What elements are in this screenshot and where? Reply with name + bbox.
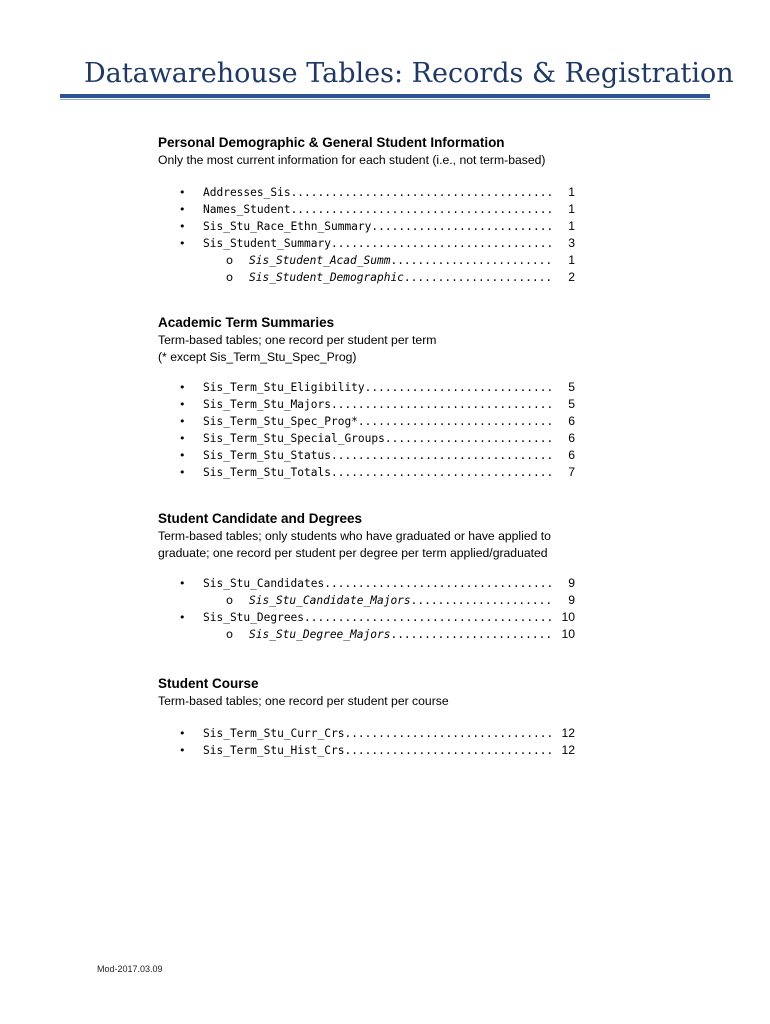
section-heading: Personal Demographic & General Student Information xyxy=(158,135,505,150)
toc-entry-name: Sis_Term_Stu_Eligibility xyxy=(203,381,365,394)
toc-entry[interactable] xyxy=(158,379,718,396)
toc-page-number: 6 xyxy=(568,431,575,445)
toc-page-number: 6 xyxy=(568,414,575,428)
section-description: Only the most current information for each student (i.e., not term-based) xyxy=(158,153,546,167)
dot-leader xyxy=(344,725,552,742)
bullet-icon: • xyxy=(179,743,186,757)
toc-page-number: 6 xyxy=(568,448,575,462)
bullet-icon: • xyxy=(179,432,186,445)
page-title: Datawarehouse Tables: Records & Registration xyxy=(84,58,734,89)
toc-entry[interactable] xyxy=(158,184,718,201)
toc-sub-entry[interactable] xyxy=(158,252,718,269)
toc-page-number: 1 xyxy=(568,252,575,267)
section-description: Term-based tables; only students who have graduated or have applied to xyxy=(158,529,551,543)
toc-entry-name: Sis_Term_Stu_Hist_Crs xyxy=(203,743,345,757)
toc-entry[interactable] xyxy=(158,742,718,759)
toc-entry-line xyxy=(203,396,552,413)
toc-entry-name: Sis_Stu_Candidates xyxy=(203,577,325,590)
toc-entry-line xyxy=(249,592,552,609)
section-description: graduate; one record per student per degree per term applied/graduated xyxy=(158,545,548,560)
bullet-icon: • xyxy=(179,219,186,233)
dot-leader xyxy=(358,413,552,430)
section-description: (* except Sis_Term_Stu_Spec_Prog) xyxy=(158,349,357,364)
dot-leader xyxy=(291,201,552,218)
toc-page-number: 12 xyxy=(561,742,575,757)
bullet-icon: • xyxy=(179,466,186,479)
toc-entry-line xyxy=(203,609,552,626)
dot-leader xyxy=(404,269,552,286)
toc-page-number: 10 xyxy=(561,610,575,624)
bullet-icon: • xyxy=(179,398,186,411)
section-heading: Student Candidate and Degrees xyxy=(158,511,363,526)
bullet-icon: • xyxy=(179,577,186,590)
dot-leader xyxy=(291,184,552,201)
toc-entry[interactable] xyxy=(158,575,718,592)
toc-entry[interactable] xyxy=(158,218,718,235)
toc-entry-name: Sis_Student_Acad_Summ xyxy=(249,253,391,267)
dot-leader xyxy=(331,464,552,481)
toc-page-number: 10 xyxy=(561,627,575,641)
toc-entry-name: Sis_Stu_Candidate_Majors xyxy=(249,594,411,607)
circle-bullet-icon: o xyxy=(226,269,234,284)
toc-entry[interactable] xyxy=(158,396,718,413)
toc-sub-entry[interactable] xyxy=(158,269,718,286)
dot-leader xyxy=(304,609,552,626)
toc-page-number: 7 xyxy=(568,465,575,479)
toc-entry-name: Names_Student xyxy=(203,202,291,216)
bullet-icon: • xyxy=(179,202,186,216)
toc-entry-line xyxy=(203,379,552,396)
toc-sub-entry[interactable] xyxy=(158,626,718,643)
dot-leader xyxy=(344,742,552,759)
dot-leader xyxy=(331,447,552,464)
section-personal-demographic xyxy=(158,134,718,286)
toc-page-number: 1 xyxy=(568,184,575,199)
toc-list xyxy=(158,184,718,286)
toc-entry-name: Sis_Term_Stu_Curr_Crs xyxy=(203,726,345,740)
bullet-icon: • xyxy=(179,415,186,428)
toc-entry-line xyxy=(203,235,552,252)
toc-entry-name: Sis_Term_Stu_Special_Groups xyxy=(203,432,385,445)
toc-entry-name: Sis_Term_Stu_Spec_Prog* xyxy=(203,415,358,428)
toc-entry[interactable] xyxy=(158,413,718,430)
circle-bullet-icon: o xyxy=(226,252,234,267)
toc-entry[interactable] xyxy=(158,447,718,464)
footer-version: Mod-2017.03.09 xyxy=(97,964,163,974)
toc-page-number: 3 xyxy=(568,235,575,250)
toc-page-number: 12 xyxy=(561,725,575,740)
toc-page-number: 9 xyxy=(568,593,575,607)
toc-entry-line xyxy=(203,575,552,592)
bullet-icon: • xyxy=(179,611,186,624)
toc-page-number: 5 xyxy=(568,380,575,394)
toc-entry[interactable] xyxy=(158,725,718,742)
toc-entry-line xyxy=(203,447,552,464)
title-rule-thin xyxy=(60,99,710,100)
toc-entry-line xyxy=(249,252,552,269)
toc-entry-line xyxy=(249,269,552,286)
toc-entry-line xyxy=(203,430,552,447)
toc-entry-name: Sis_Stu_Degrees xyxy=(203,611,305,624)
bullet-icon: • xyxy=(179,381,186,394)
circle-bullet-icon: o xyxy=(226,627,234,641)
toc-entry-line xyxy=(203,201,552,218)
toc-entry-name: Sis_Student_Demographic xyxy=(249,270,404,284)
section-student-candidate-degrees xyxy=(158,510,718,643)
toc-entry-line xyxy=(203,413,552,430)
section-description: Term-based tables; one record per student per term xyxy=(158,333,437,347)
dot-leader xyxy=(390,252,552,269)
toc-entry[interactable] xyxy=(158,464,718,481)
toc-entry-name: Sis_Stu_Race_Ethn_Summary xyxy=(203,219,372,233)
dot-leader xyxy=(385,430,552,447)
toc-entry-name: Sis_Term_Stu_Totals xyxy=(203,466,331,479)
toc-entry-name: Sis_Stu_Degree_Majors xyxy=(249,628,391,641)
dot-leader xyxy=(331,396,552,413)
toc-entry[interactable] xyxy=(158,430,718,447)
toc-page-number: 9 xyxy=(568,576,575,590)
toc-list xyxy=(158,379,718,481)
section-heading: Student Course xyxy=(158,676,259,691)
section-student-course xyxy=(158,675,718,759)
toc-page-number: 5 xyxy=(568,397,575,411)
title-rule xyxy=(60,94,710,98)
bullet-icon: • xyxy=(179,185,186,199)
toc-page-number: 1 xyxy=(568,218,575,233)
dot-leader xyxy=(324,575,552,592)
toc-entry-name: Sis_Term_Stu_Status xyxy=(203,449,331,462)
dot-leader xyxy=(331,235,552,252)
bullet-icon: • xyxy=(179,726,186,740)
circle-bullet-icon: o xyxy=(226,593,234,607)
section-description: Term-based tables; one record per student per course xyxy=(158,694,449,708)
toc-entry-line xyxy=(203,184,552,201)
toc-entry-name: Sis_Term_Stu_Majors xyxy=(203,398,331,411)
toc-entry-line xyxy=(249,626,552,643)
toc-page-number: 2 xyxy=(568,269,575,284)
dot-leader xyxy=(411,592,552,609)
toc-entry-line xyxy=(203,742,552,759)
dot-leader xyxy=(390,626,552,643)
toc-entry-name: Addresses_Sis xyxy=(203,185,291,199)
toc-page-number: 1 xyxy=(568,201,575,216)
toc-list xyxy=(158,725,718,759)
section-academic-term-summaries xyxy=(158,314,718,481)
dot-leader xyxy=(365,379,552,396)
toc-entry[interactable] xyxy=(158,609,718,626)
toc-entry-line xyxy=(203,218,552,235)
toc-entry[interactable] xyxy=(158,201,718,218)
toc-list xyxy=(158,575,718,643)
toc-sub-entry[interactable] xyxy=(158,592,718,609)
bullet-icon: • xyxy=(179,236,186,250)
toc-entry[interactable] xyxy=(158,235,718,252)
toc-entry-line xyxy=(203,464,552,481)
toc-entry-line xyxy=(203,725,552,742)
bullet-icon: • xyxy=(179,449,186,462)
toc-entry-name: Sis_Student_Summary xyxy=(203,236,331,250)
dot-leader xyxy=(371,218,552,235)
section-heading: Academic Term Summaries xyxy=(158,315,335,330)
